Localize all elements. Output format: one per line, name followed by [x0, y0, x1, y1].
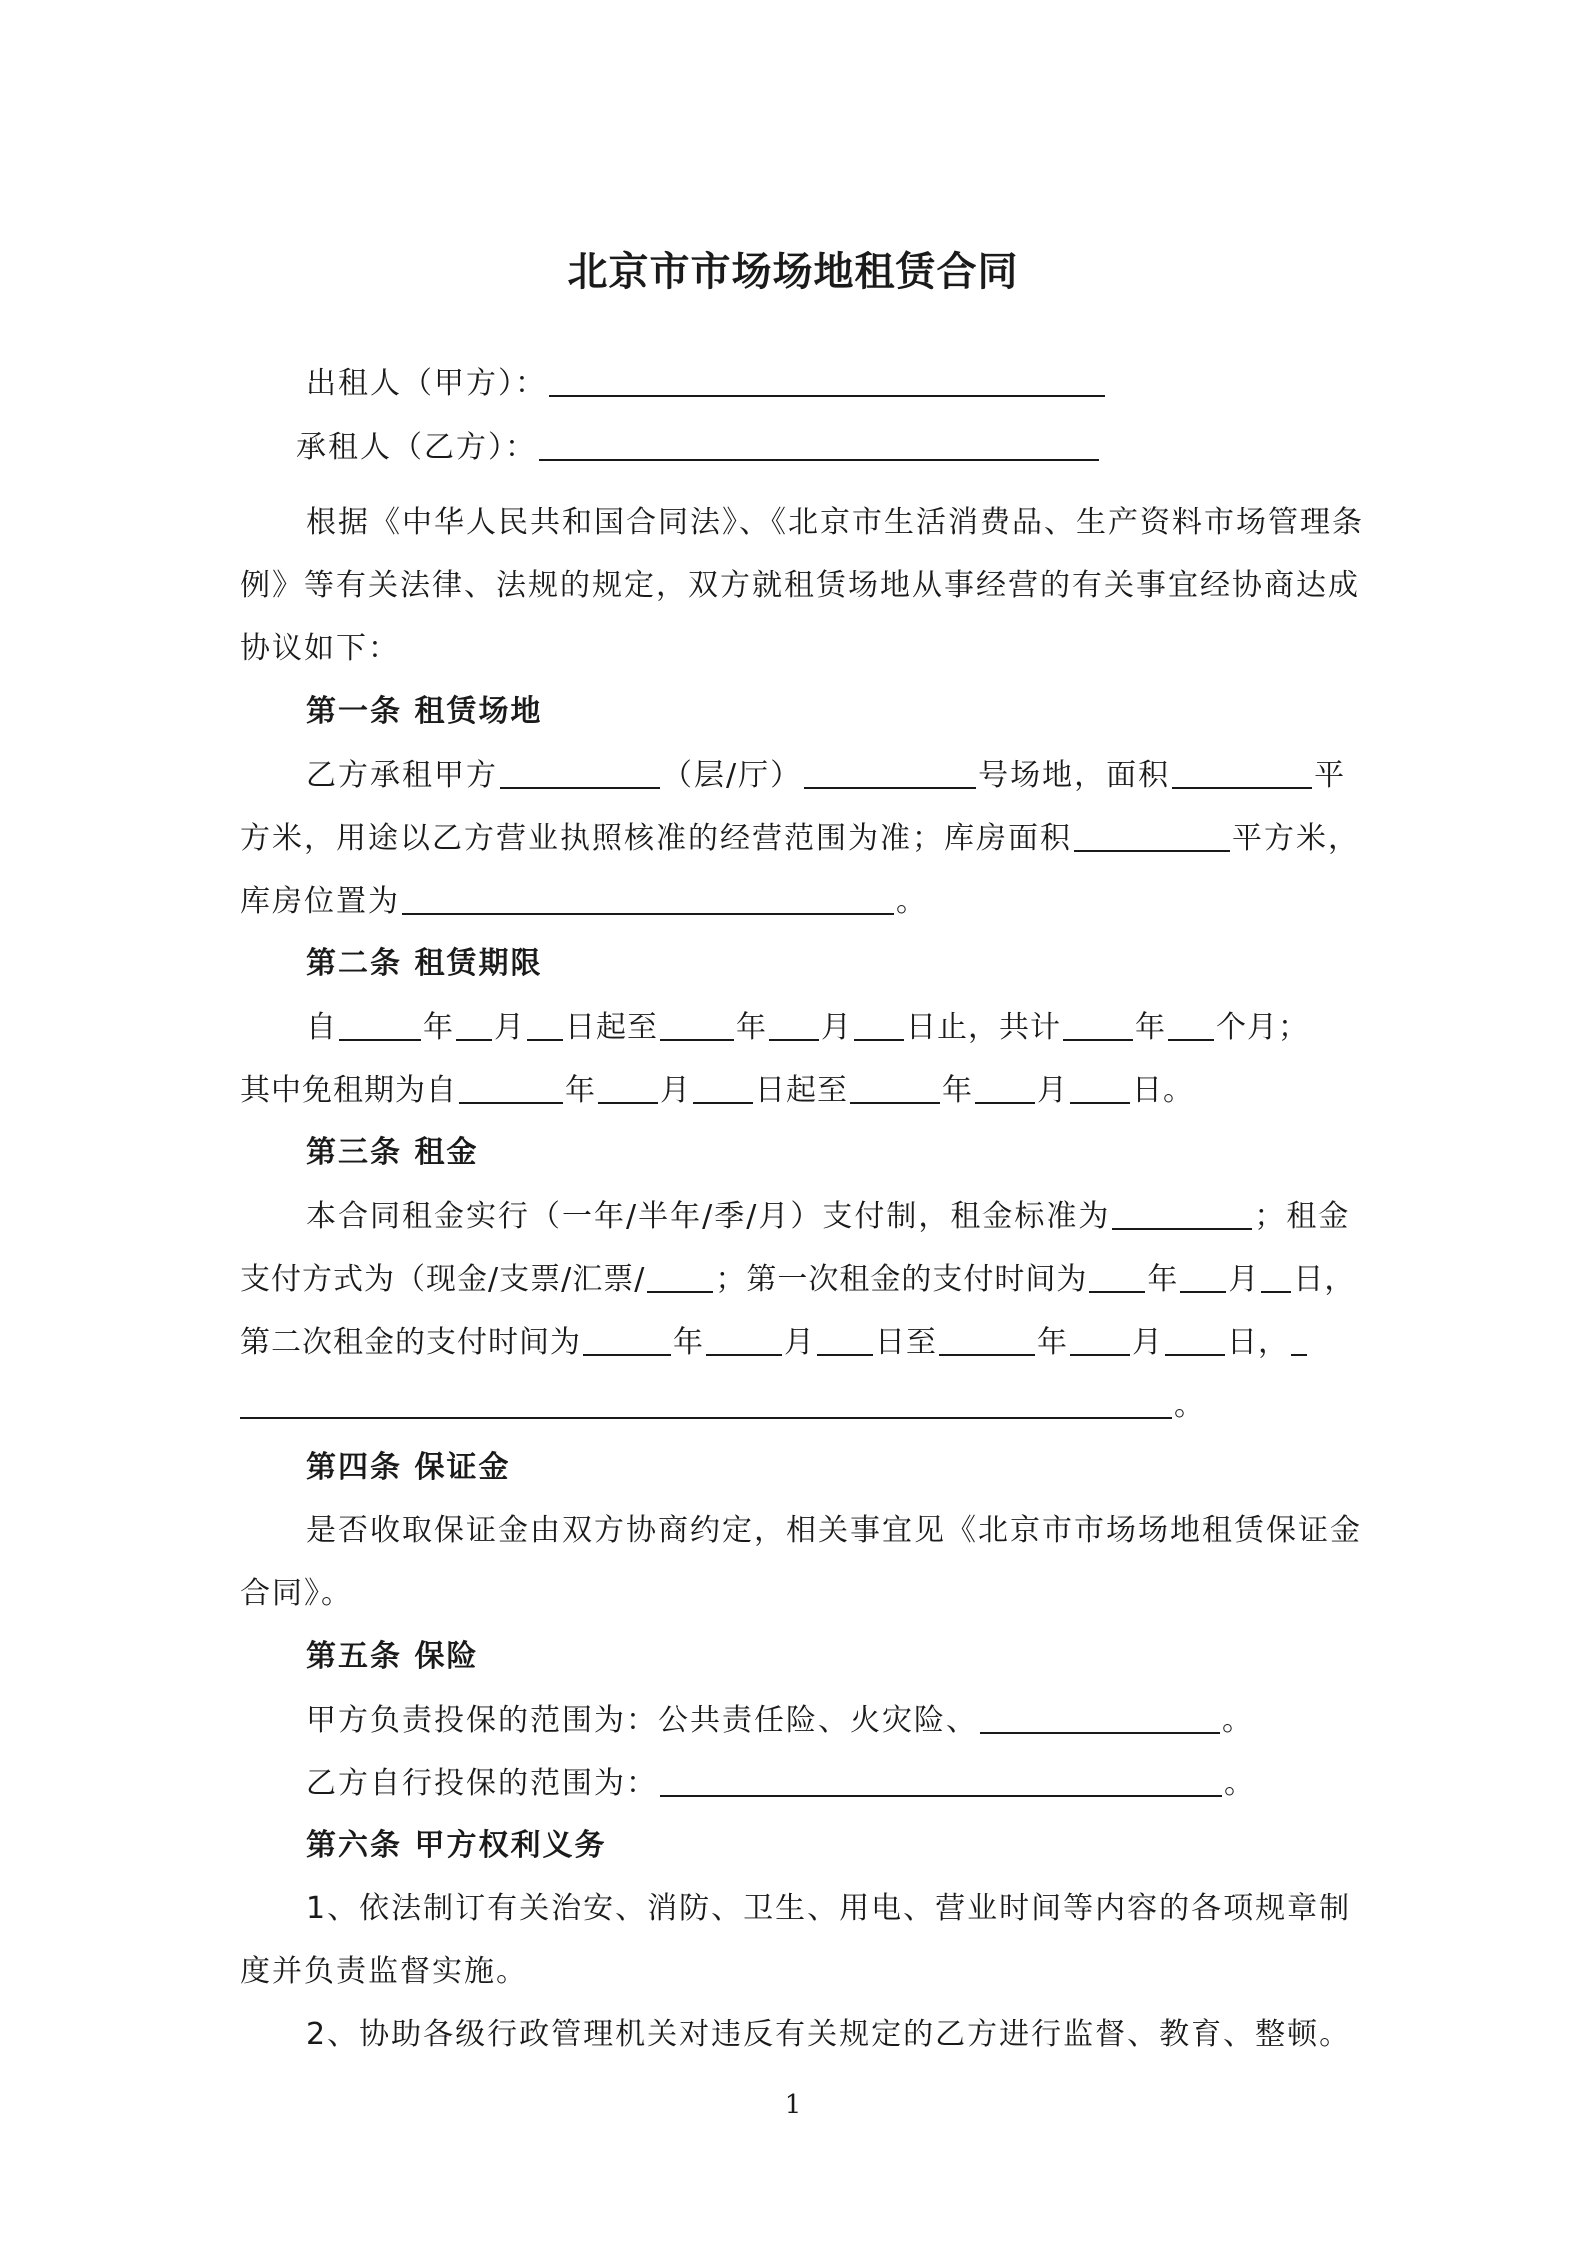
total-months-blank[interactable]: [1168, 1009, 1214, 1041]
second-payment-start-month-blank[interactable]: [706, 1324, 782, 1356]
end-month-blank[interactable]: [769, 1009, 819, 1041]
free-end-month-blank[interactable]: [975, 1072, 1035, 1104]
text-segment: 。: [1224, 1766, 1256, 1801]
text-segment: 乙方承租甲方: [306, 758, 498, 793]
text-segment: 月: [494, 1010, 525, 1045]
text-segment: 库房位置为: [240, 884, 400, 919]
text-segment: 年: [565, 1073, 596, 1108]
text-segment: 年: [1147, 1262, 1179, 1297]
lessor-blank[interactable]: [549, 365, 1105, 397]
text-segment: 日止，共计: [906, 1010, 1061, 1045]
text-segment: 。: [1222, 1703, 1254, 1738]
free-start-month-blank[interactable]: [598, 1072, 658, 1104]
area-blank[interactable]: [1172, 757, 1312, 789]
lessee-insurance-blank[interactable]: [660, 1765, 1222, 1797]
free-start-day-blank[interactable]: [693, 1072, 753, 1104]
text-segment: 月: [784, 1325, 815, 1360]
text-segment: 月: [1228, 1262, 1260, 1297]
article-3-heading: 第三条 租金: [306, 1135, 479, 1170]
document-title: 北京市市场场地租赁合同: [567, 248, 1019, 295]
article-5-line-1: [306, 1698, 1254, 1742]
text-segment: 号场地，面积: [978, 758, 1171, 793]
article-6-item-2: 2、协助各级行政管理机关对违反有关规定的乙方进行监督、教育、整顿。: [306, 2017, 1352, 2052]
rent-standard-blank[interactable]: [1112, 1198, 1252, 1230]
payment-notes-blank[interactable]: [240, 1387, 1172, 1419]
article-3-line-1: [306, 1194, 1350, 1238]
article-1-line-2: [240, 816, 1360, 860]
article-1-heading: 第一条 租赁场地: [306, 694, 543, 729]
lessee-blank[interactable]: [539, 429, 1099, 461]
text-segment: 年: [673, 1325, 704, 1360]
article-6-heading: 第六条 甲方权利义务: [306, 1828, 607, 1863]
preamble-line-2: 例》等有关法律、法规的规定，双方就租赁场地从事经营的有关事宜经协商达成: [240, 568, 1360, 603]
text-segment: 。: [896, 884, 928, 919]
start-month-blank[interactable]: [456, 1009, 492, 1041]
text-segment: 月: [1132, 1325, 1163, 1360]
lessor-line: [306, 361, 1107, 405]
article-1-line-1: [306, 753, 1346, 797]
text-segment: 平: [1314, 758, 1347, 793]
text-segment: 年: [1037, 1325, 1068, 1360]
article-6-item-1-line-1: 1、依法制订有关治安、消防、卫生、用电、营业时间等内容的各项规章制: [306, 1891, 1352, 1926]
article-2-line-2: [240, 1068, 1194, 1112]
article-4-heading: 第四条 保证金: [306, 1450, 511, 1485]
lessor-label: 出租人（甲方）：: [306, 366, 547, 401]
article-2-line-1: [306, 1005, 1309, 1049]
text-segment: 本合同租金实行（一年/半年/季/月）支付制，租金标准为: [306, 1199, 1111, 1234]
text-segment: 日。: [1132, 1073, 1194, 1108]
article-4-line-1: 是否收取保证金由双方协商约定，相关事宜见《北京市市场场地租赁保证金: [306, 1513, 1362, 1548]
article-3-line-2: [240, 1257, 1355, 1301]
free-end-day-blank[interactable]: [1070, 1072, 1130, 1104]
text-segment: 年: [736, 1010, 767, 1045]
text-segment: 乙方自行投保的范围为：: [306, 1766, 658, 1801]
article-6-item-1-line-2: 度并负责监督实施。: [240, 1954, 528, 1989]
second-payment-start-day-blank[interactable]: [817, 1324, 873, 1356]
article-5-line-2: [306, 1761, 1256, 1805]
start-year-blank[interactable]: [339, 1009, 421, 1041]
payment-method-blank[interactable]: [647, 1261, 713, 1293]
article-5-heading: 第五条 保险: [306, 1639, 479, 1674]
start-day-blank[interactable]: [527, 1009, 563, 1041]
text-segment: 日，: [1227, 1325, 1289, 1360]
site-number-blank[interactable]: [804, 757, 976, 789]
text-segment: ；租金: [1254, 1199, 1351, 1234]
end-year-blank[interactable]: [660, 1009, 734, 1041]
free-start-year-blank[interactable]: [459, 1072, 563, 1104]
text-segment: 个月；: [1216, 1010, 1309, 1045]
article-1-line-3: [240, 879, 928, 923]
first-payment-month-blank[interactable]: [1180, 1261, 1226, 1293]
article-2-heading: 第二条 租赁期限: [306, 946, 543, 981]
first-payment-day-blank[interactable]: [1261, 1261, 1291, 1293]
warehouse-area-blank[interactable]: [1074, 820, 1230, 852]
text-segment: 自: [306, 1010, 337, 1045]
lessee-label: 承租人（乙方）：: [296, 430, 537, 465]
text-segment: 月: [821, 1010, 852, 1045]
text-segment: 方米，用途以乙方营业执照核准的经营范围为准；库房面积: [240, 821, 1072, 856]
text-segment: 日至: [875, 1325, 937, 1360]
text-segment: 年: [423, 1010, 454, 1045]
text-segment: 月: [1037, 1073, 1068, 1108]
text-segment: 甲方负责投保的范围为：公共责任险、火灾险、: [306, 1703, 978, 1738]
warehouse-location-blank[interactable]: [402, 883, 894, 915]
preamble-line-1: 根据《中华人民共和国合同法》、《北京市生活消费品、生产资料市场管理条: [306, 505, 1364, 540]
first-payment-year-blank[interactable]: [1089, 1261, 1145, 1293]
preamble-line-3: 协议如下：: [240, 631, 400, 666]
article-3-line-3: [240, 1320, 1309, 1364]
text-segment: 年: [1135, 1010, 1166, 1045]
text-segment: 日起至: [565, 1010, 658, 1045]
article-4-line-2: 合同》。: [240, 1576, 353, 1611]
text-segment: 日，: [1293, 1262, 1356, 1297]
second-payment-end-month-blank[interactable]: [1070, 1324, 1130, 1356]
second-payment-end-day-blank[interactable]: [1165, 1324, 1225, 1356]
text-segment: 第二次租金的支付时间为: [240, 1325, 581, 1360]
lessee-line: [296, 425, 1101, 469]
article-3-line-4: [240, 1383, 1206, 1427]
text-segment: 平方米，: [1232, 821, 1360, 856]
second-payment-end-year-blank[interactable]: [939, 1324, 1035, 1356]
free-end-year-blank[interactable]: [850, 1072, 940, 1104]
text-segment: ；第一次租金的支付时间为: [715, 1262, 1088, 1297]
text-segment: 日起至: [755, 1073, 848, 1108]
text-segment: 月: [660, 1073, 691, 1108]
second-payment-start-year-blank[interactable]: [583, 1324, 671, 1356]
text-segment: 支付方式为（现金/支票/汇票/: [240, 1262, 646, 1297]
text-segment: 年: [942, 1073, 973, 1108]
page-number: 1: [784, 2090, 802, 2120]
text-segment: （层/厅）: [662, 758, 803, 793]
text-segment: 其中免租期为自: [240, 1073, 457, 1108]
end-day-blank[interactable]: [854, 1009, 904, 1041]
total-years-blank[interactable]: [1063, 1009, 1133, 1041]
text-segment: 。: [1174, 1388, 1206, 1423]
floor-blank[interactable]: [500, 757, 660, 789]
extra-payment-blank[interactable]: [1291, 1324, 1307, 1356]
lessor-insurance-blank[interactable]: [980, 1702, 1220, 1734]
